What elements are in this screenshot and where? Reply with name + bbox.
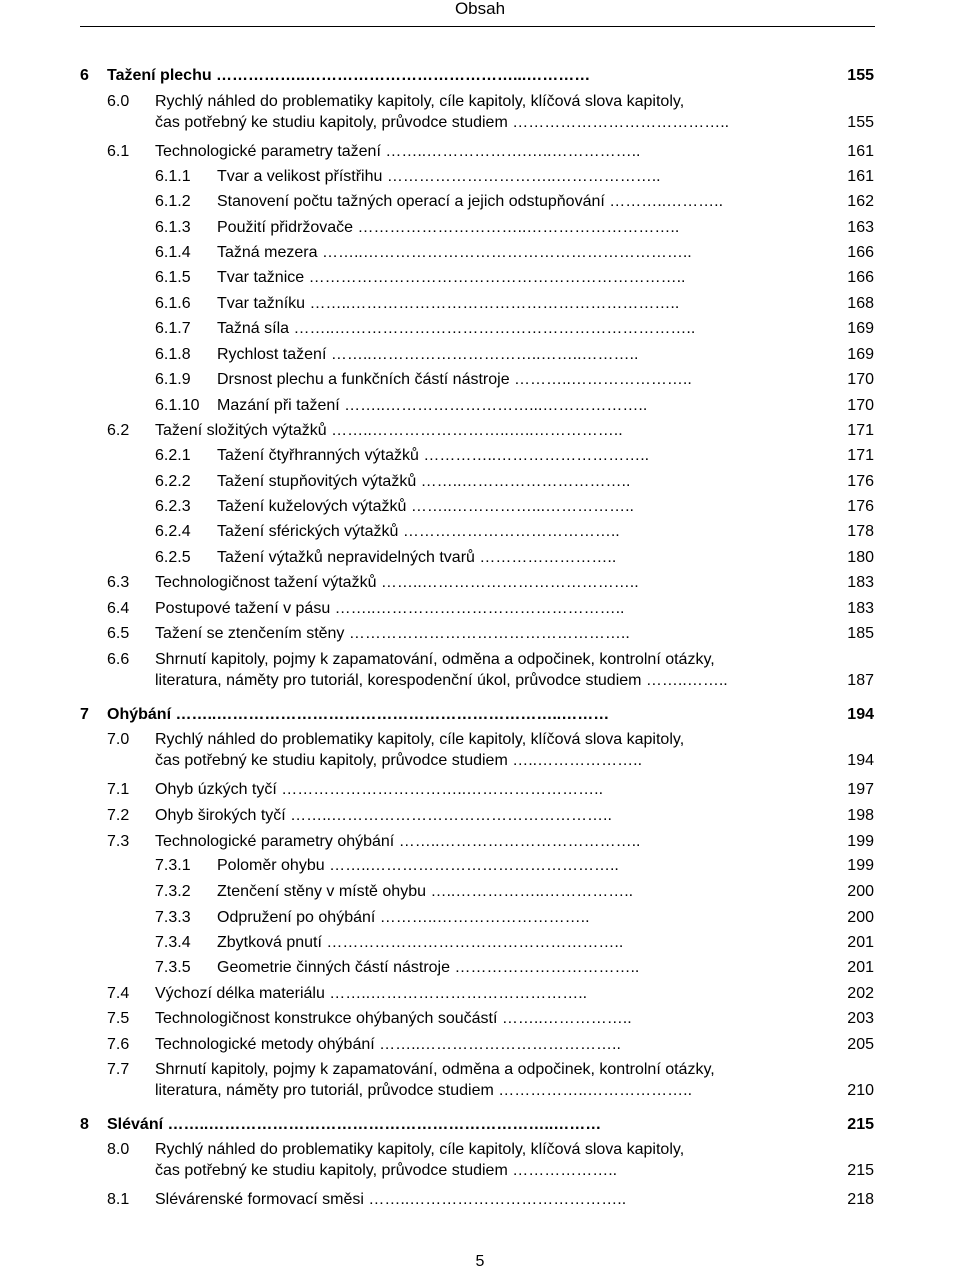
toc-entry-number: 7.7: [107, 1061, 130, 1078]
toc-entry: [0, 1009, 960, 1031]
toc-entry-title-text: Technologické parametry ohýbání: [155, 833, 395, 850]
toc-entry-title-text: Mazání při tažení: [217, 397, 340, 414]
toc-entry-title: [217, 548, 838, 568]
toc-entry: [0, 268, 960, 290]
toc-leader-dots: ……..…………………………..……..………..: [326, 346, 639, 363]
toc-entry: [0, 908, 960, 930]
toc-entry: [0, 167, 960, 189]
toc-leader-dots: ……..……..: [641, 672, 728, 689]
toc-page-number: 187: [847, 672, 874, 689]
toc-entry: [0, 650, 960, 694]
toc-entry: [0, 522, 960, 544]
toc-entry-number: 7.1: [107, 781, 130, 798]
toc-entry-title: [217, 396, 838, 416]
header-title: Obsah: [454, 0, 506, 18]
toc-entry-number: 6.5: [107, 625, 130, 642]
toc-entry: [0, 548, 960, 570]
toc-leader-dots: ……………………..: [474, 549, 617, 566]
toc-entry-title-text: Rychlý náhled do problematiky kapitoly, cíle kapitoly, klíčová slova kapitoly,: [155, 93, 685, 110]
header-rule: [80, 26, 875, 27]
toc-leader-dots: ………..…………………..: [509, 371, 692, 388]
toc-page-number: 169: [847, 320, 874, 337]
toc-entry-number: 6.2.4: [155, 523, 191, 540]
toc-entry-number: 6.1: [107, 143, 130, 160]
toc-leader-dots: ……..………………………………………..: [330, 600, 625, 617]
toc-entry-number: 6.1.3: [155, 219, 191, 236]
toc-leader-dots: ……..……………….…..……………..: [380, 143, 641, 160]
toc-entry-number: 7.5: [107, 1010, 130, 1027]
toc-entry-number: 6.0: [107, 93, 130, 110]
toc-entry-title-text: Slévárenské formovací směsi: [155, 1191, 364, 1208]
toc-entry-number: 8.0: [107, 1141, 130, 1158]
toc-entry-title-text: Tažení se ztenčením stěny: [155, 625, 345, 642]
toc-entry-title: [217, 497, 838, 517]
toc-entry: [0, 882, 960, 904]
toc-entry-title: [155, 92, 838, 112]
toc-leader-dots: …………………………..………………..: [382, 168, 661, 185]
toc-entry: [0, 345, 960, 367]
toc-entry-title: [217, 294, 838, 314]
page-footer: [0, 1253, 960, 1271]
toc-leader-dots: ……………..…………………………………...…………: [211, 67, 591, 84]
toc-entry-title: [217, 908, 838, 928]
toc-entry-number: 6.1.6: [155, 295, 191, 312]
toc-page-number: 161: [847, 143, 874, 160]
toc-entry-title: [217, 167, 838, 187]
toc-entry: [0, 243, 960, 265]
toc-entry-title: [107, 705, 838, 725]
toc-page-number: 169: [847, 346, 874, 363]
toc-leader-dots: …..………………..: [507, 752, 643, 769]
toc-page-number: 176: [847, 498, 874, 515]
toc-leader-dots: ……..……………………………………………..: [285, 807, 612, 824]
toc-entry-title-text: čas potřebný ke studiu kapitoly, průvodce studiem: [155, 752, 508, 769]
toc-entry: [0, 806, 960, 828]
toc-entry: [0, 599, 960, 621]
toc-entry-title: [217, 268, 838, 288]
toc-entry-title-text: Tvar tažníku: [217, 295, 306, 312]
toc-entry-number: 6.1.9: [155, 371, 191, 388]
toc-entry: [0, 192, 960, 214]
toc-entry: [0, 294, 960, 316]
toc-leader-dots: …..……………..……………..: [426, 883, 634, 900]
toc-entry-title-text: Výchozí délka materiálu: [155, 985, 325, 1002]
toc-leader-dots: ……..……………………………………………………..: [305, 295, 680, 312]
toc-leader-dots: ……..………………………………..: [394, 833, 641, 850]
toc-entry-title-text: Tažná mezera: [217, 244, 318, 261]
toc-entry-number: 8.1: [107, 1191, 130, 1208]
toc-entry: [0, 218, 960, 240]
toc-entry-title-text: Tažení výtažků nepravidelných tvarů: [217, 549, 475, 566]
toc-entry-number: 6: [80, 67, 89, 84]
toc-entry: [0, 1140, 960, 1184]
toc-leader-dots: ……………………………………………………………..: [304, 269, 686, 286]
toc-page-number: 194: [847, 752, 874, 769]
toc-entry-title: [217, 192, 838, 212]
toc-entry: [0, 958, 960, 980]
toc-entry-title-text: Zbytková pnutí: [217, 934, 322, 951]
toc-entry-title: [217, 958, 838, 978]
toc-entry-number: 6.1.2: [155, 193, 191, 210]
toc-leader-dots: ……..………………………………………………………..………: [171, 706, 610, 723]
toc-chapter: [0, 705, 960, 727]
toc-entry-number: 6.1.10: [155, 397, 200, 414]
toc-entry-title: [107, 1115, 838, 1135]
toc-entry-title: [155, 832, 838, 852]
toc-entry-number: 7.3.2: [155, 883, 191, 900]
toc-leader-dots: ………..………..: [604, 193, 724, 210]
toc-entry-number: 7.3: [107, 833, 130, 850]
toc-entry-title-text: literatura, náměty pro tutoriál, průvodce studiem: [155, 1082, 494, 1099]
toc-leader-dots: ……………………………..……………………..: [276, 781, 604, 798]
toc-page-number: 210: [847, 1082, 874, 1099]
toc-entry-title: [107, 66, 838, 86]
toc-entry-title-line2: [155, 751, 838, 771]
toc-entry-number: 6.2.3: [155, 498, 191, 515]
toc-entry-title-text: Technologičnost tažení výtažků: [155, 574, 377, 591]
toc-entry: [0, 1035, 960, 1057]
toc-entry-title: [155, 806, 838, 826]
toc-entry: [0, 370, 960, 392]
toc-page-number: 199: [847, 857, 874, 874]
toc-entry-title: [217, 345, 838, 365]
toc-leader-dots: …………..………………………..: [418, 447, 650, 464]
toc-page-number: 202: [847, 985, 874, 1002]
toc-entry-title-text: Shrnutí kapitoly, pojmy k zapamatování, odměna a odpočinek, kontrolní otázky,: [155, 651, 715, 668]
toc-entry: [0, 1060, 960, 1104]
toc-entry-title-text: Tažení sférických výtažků: [217, 523, 399, 540]
toc-leader-dots: ………..………………………..: [375, 909, 590, 926]
toc-leader-dots: …………………………………..: [507, 114, 730, 131]
toc-entry-title: [217, 370, 838, 390]
toc-page-number: 166: [847, 244, 874, 261]
toc-leader-dots: ……..…………………………………..: [363, 1191, 627, 1208]
toc-entry-title-text: Tažná síla: [217, 320, 290, 337]
toc-entry-title-text: čas potřebný ke studiu kapitoly, průvodce studiem: [155, 114, 508, 131]
toc-leader-dots: …………………………………..: [398, 523, 620, 540]
toc-entry-title-text: Stanovení počtu tažných operací a jejich odstupňování: [217, 193, 605, 210]
toc-leader-dots: …………………………..………………………..: [353, 219, 680, 236]
toc-leader-dots: ……………..………………..: [493, 1082, 693, 1099]
toc-entry-number: 7.4: [107, 985, 130, 1002]
toc-page-number: 166: [847, 269, 874, 286]
toc-entry: [0, 730, 960, 774]
toc-page-number: 170: [847, 397, 874, 414]
toc-leader-dots: ……..…………………………………..: [376, 574, 639, 591]
toc-entry-number: 6.6: [107, 651, 130, 668]
toc-entry-number: 7.3.1: [155, 857, 191, 874]
toc-entry-number: 7.2: [107, 807, 130, 824]
toc-leader-dots: ……..……………………..…..……………..: [326, 422, 623, 439]
toc-entry-title-text: Tažení čtyřhranných výtažků: [217, 447, 419, 464]
toc-entry-number: 6.2.5: [155, 549, 191, 566]
toc-entry-title-text: Drsnost plechu a funkčních částí nástroje: [217, 371, 510, 388]
toc-page-number: 185: [847, 625, 874, 642]
toc-page-number: 198: [847, 807, 874, 824]
toc-entry-title: [217, 882, 838, 902]
toc-entry-title: [217, 933, 838, 953]
toc-page-number: 170: [847, 371, 874, 388]
toc-entry-title-text: Rychlost tažení: [217, 346, 327, 363]
toc-entry-title: [155, 142, 838, 162]
toc-entry-title: [155, 421, 838, 441]
toc-page-number: 155: [847, 114, 874, 131]
toc-entry-title-text: Geometrie činných částí nástroje: [217, 959, 450, 976]
toc-entry-number: 7.3.4: [155, 934, 191, 951]
toc-entry-title-text: Tvar a velikost přístřihu: [217, 168, 383, 185]
toc-leader-dots: ……..………………………………..: [374, 1036, 621, 1053]
toc-entry-number: 7.3.3: [155, 909, 191, 926]
toc-leader-dots: ……..………………………………………………………..………: [163, 1116, 602, 1133]
toc-page-number: 194: [847, 706, 874, 723]
toc-leader-dots: ……..…………………………………………………………..: [289, 320, 696, 337]
toc-page-number: 200: [847, 883, 874, 900]
toc-entry-title-text: Tažení složitých výtažků: [155, 422, 327, 439]
toc-entry-title-text: Tvar tažnice: [217, 269, 305, 286]
toc-page-number: 180: [847, 549, 874, 566]
toc-entry-title-text: Slévání: [107, 1116, 164, 1133]
toc-entry-title-text: Odpružení po ohýbání: [217, 909, 376, 926]
toc-entry-title-text: Ohýbání: [107, 706, 172, 723]
toc-entry-number: 7.0: [107, 731, 130, 748]
toc-entry-number: 6.1.7: [155, 320, 191, 337]
toc-page-number: 183: [847, 574, 874, 591]
toc-entry-number: 6.2: [107, 422, 130, 439]
toc-entry-title-text: Postupové tažení v pásu: [155, 600, 331, 617]
toc-entry-title: [155, 984, 838, 1004]
toc-entry-title: [217, 243, 838, 263]
toc-entry-title: [155, 730, 838, 750]
toc-leader-dots: ……..……………..: [497, 1010, 632, 1027]
toc-page-number: 200: [847, 909, 874, 926]
toc-page-number: 176: [847, 473, 874, 490]
toc-entry-title: [155, 1060, 838, 1080]
toc-entry-title-line2: [155, 671, 838, 691]
toc-page-number: 201: [847, 959, 874, 976]
page-header: [0, 0, 960, 28]
toc-page-number: 178: [847, 523, 874, 540]
toc-chapter: [0, 1115, 960, 1137]
toc-leader-dots: ……..………………………………………..: [324, 857, 619, 874]
toc-entry-title-text: Ohyb širokých tyčí: [155, 807, 286, 824]
toc-entry-number: 6.1.5: [155, 269, 191, 286]
toc-leader-dots: ………………………………………………..: [321, 934, 624, 951]
toc-entry-title-text: Ohyb úzkých tyčí: [155, 781, 277, 798]
toc-page-number: 215: [847, 1162, 874, 1179]
toc-entry-title-text: Shrnutí kapitoly, pojmy k zapamatování, odměna a odpočinek, kontrolní otázky,: [155, 1061, 715, 1078]
toc-page-number: 171: [847, 447, 874, 464]
toc-entry: [0, 1190, 960, 1212]
toc-entry-number: 8: [80, 1116, 89, 1133]
toc-entry-title-text: Technologické parametry tažení: [155, 143, 381, 160]
toc-entry-title: [217, 522, 838, 542]
toc-entry-title: [155, 624, 838, 644]
toc-entry: [0, 446, 960, 468]
toc-leader-dots: ……..…………………………………..: [324, 985, 588, 1002]
toc-entry-title-text: Tažení plechu: [107, 67, 212, 84]
toc-entry: [0, 984, 960, 1006]
toc-entry: [0, 92, 960, 136]
toc-entry-title-text: Tažení kuželových výtažků: [217, 498, 407, 515]
toc-entry-number: 6.2.1: [155, 447, 191, 464]
toc-entry-title: [155, 1035, 838, 1055]
toc-entry-title-text: Použití přidržovače: [217, 219, 354, 236]
toc-entry-title: [217, 446, 838, 466]
toc-entry: [0, 319, 960, 341]
toc-leader-dots: ……..…………………………..: [416, 473, 631, 490]
toc-entry-title-text: Ztenčení stěny v místě ohybu: [217, 883, 426, 900]
toc-entry: [0, 421, 960, 443]
toc-entry-title-text: Rychlý náhled do problematiky kapitoly, cíle kapitoly, klíčová slova kapitoly,: [155, 731, 685, 748]
toc-leader-dots: ………………..: [507, 1162, 618, 1179]
toc-entry-number: 6.1.4: [155, 244, 191, 261]
toc-entry-title: [155, 650, 838, 670]
toc-leader-dots: ……………………………………………..: [344, 625, 630, 642]
toc-entry: [0, 396, 960, 418]
toc-entry-title-text: Tažení stupňovitých výtažků: [217, 473, 417, 490]
toc-entry-title: [155, 780, 838, 800]
toc-leader-dots: ……..………………………...………………..: [339, 397, 648, 414]
toc-page-number: 155: [847, 67, 874, 84]
toc-entry-title-line2: [155, 1081, 838, 1101]
toc-entry-number: 7.3.5: [155, 959, 191, 976]
toc-leader-dots: ……..……………...……………..: [406, 498, 634, 515]
toc-entry-number: 6.2.2: [155, 473, 191, 490]
toc-entry-title: [217, 856, 838, 876]
toc-page-number: 205: [847, 1036, 874, 1053]
toc-entry-title-text: čas potřebný ke studiu kapitoly, průvodce studiem: [155, 1162, 508, 1179]
toc-page-number: 163: [847, 219, 874, 236]
toc-leader-dots: ……………………………..: [450, 959, 640, 976]
toc-entry-title: [217, 218, 838, 238]
toc-entry-title-line2: [155, 1161, 838, 1181]
toc-entry: [0, 573, 960, 595]
toc-entry: [0, 472, 960, 494]
toc-entry-title: [155, 1140, 838, 1160]
toc-entry: [0, 780, 960, 802]
toc-page-number: 183: [847, 600, 874, 617]
toc-leader-dots: ……..……………………………………………………..: [317, 244, 692, 261]
toc-page-number: 161: [847, 168, 874, 185]
toc-entry-title: [155, 573, 838, 593]
page-number: 5: [475, 1253, 485, 1270]
toc-entry-title: [155, 1009, 838, 1029]
toc-page-number: 162: [847, 193, 874, 210]
toc-page-number: 171: [847, 422, 874, 439]
toc-entry-title-text: literatura, náměty pro tutoriál, korespodenční úkol, průvodce studiem: [155, 672, 642, 689]
toc-entry-number: 6.1.8: [155, 346, 191, 363]
toc-entry-title-text: Poloměr ohybu: [217, 857, 325, 874]
toc-entry: [0, 856, 960, 878]
toc-entry: [0, 497, 960, 519]
toc-page-number: 197: [847, 781, 874, 798]
toc-chapter: [0, 66, 960, 88]
toc-entry-title: [155, 1190, 838, 1210]
toc-entry-number: 6.4: [107, 600, 130, 617]
toc-page-number: 201: [847, 934, 874, 951]
toc-page-number: 199: [847, 833, 874, 850]
toc-entry-number: 6.1.1: [155, 168, 191, 185]
toc-entry-title: [155, 599, 838, 619]
toc-entry-title: [217, 472, 838, 492]
toc-page-number: 215: [847, 1116, 874, 1133]
toc-entry-number: 7.6: [107, 1036, 130, 1053]
toc-entry: [0, 933, 960, 955]
toc-entry-number: 6.3: [107, 574, 130, 591]
toc-page-number: 168: [847, 295, 874, 312]
toc-entry-title-text: Technologické metody ohýbání: [155, 1036, 375, 1053]
toc-entry-title: [217, 319, 838, 339]
toc-page-number: 218: [847, 1191, 874, 1208]
toc-entry: [0, 832, 960, 854]
toc-entry-number: 7: [80, 706, 89, 723]
toc-entry-title-text: Rychlý náhled do problematiky kapitoly, cíle kapitoly, klíčová slova kapitoly,: [155, 1141, 685, 1158]
toc-entry-title-text: Technologičnost konstrukce ohýbaných součástí: [155, 1010, 498, 1027]
toc-entry: [0, 142, 960, 164]
toc-entry-title-line2: [155, 113, 838, 133]
toc-entry: [0, 624, 960, 646]
toc-page-number: 203: [847, 1010, 874, 1027]
